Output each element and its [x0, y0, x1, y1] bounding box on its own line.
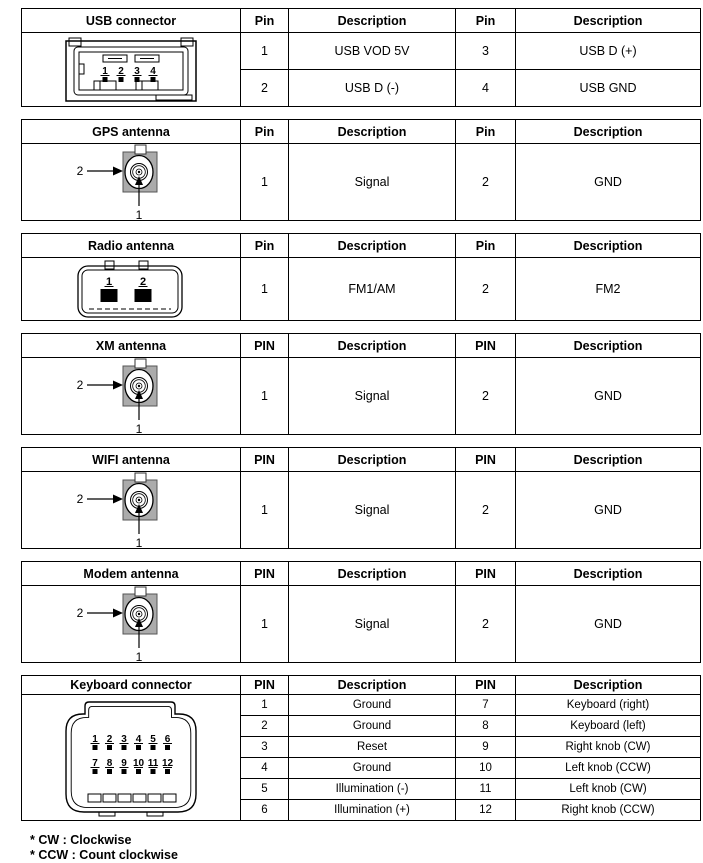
radio-top-tab [139, 261, 148, 269]
description-cell: USB D (+) [516, 33, 701, 70]
pin-cell: 1 [241, 695, 289, 716]
footnote-ccw: * CCW : Count clockwise [30, 848, 178, 862]
usb-cavity [79, 52, 183, 90]
keyboard-inner-shell [71, 706, 191, 807]
pin-number-label: 5 [150, 733, 156, 745]
pin-cell: 11 [456, 779, 516, 800]
pin-cell: 2 [456, 358, 516, 435]
description-cell: Left knob (CW) [516, 779, 701, 800]
column-header-description: Description [289, 676, 456, 695]
pin-cell: 7 [456, 695, 516, 716]
pin-cell: 2 [456, 586, 516, 663]
pin-cell: 6 [241, 800, 289, 821]
arrow-right-icon [113, 495, 123, 504]
header-row [22, 120, 701, 144]
pin-number-label: 2 [118, 65, 124, 77]
pin-contact-square [101, 289, 118, 302]
gps-antenna-table [21, 119, 701, 221]
pin-number-label: 6 [164, 733, 171, 745]
description-cell: GND [516, 144, 701, 221]
table-title: Modem antenna [22, 562, 241, 586]
header-row [22, 676, 701, 695]
description-cell: Illumination (-) [289, 779, 456, 800]
pin-cell: 1 [241, 144, 289, 221]
keyboard-bottom-slot [118, 794, 131, 802]
xm-antenna-diagram [71, 358, 191, 434]
coax-label-1: 1 [135, 536, 143, 548]
coax-top-tab [135, 145, 146, 154]
usb-diagram-cell [22, 33, 241, 107]
keyboard-pin-labels-row2 [91, 758, 174, 774]
column-header-description: Description [516, 120, 701, 144]
radio-antenna-table [21, 233, 701, 321]
pin-contact-square [136, 769, 141, 774]
pin-cell: 2 [241, 716, 289, 737]
header-row [22, 234, 701, 258]
column-header-description: Description [516, 676, 701, 695]
column-header-description: Description [516, 334, 701, 358]
column-header-description: Description [516, 448, 701, 472]
xm-diagram-cell [22, 358, 241, 435]
pin-contact-square [103, 77, 108, 82]
coax-top-tab [135, 359, 146, 368]
keyboard-bottom-slot [88, 794, 101, 802]
pin-number-label: 2 [106, 733, 113, 745]
table-row [22, 586, 701, 663]
column-header-description: Description [289, 334, 456, 358]
pin-contact-square [135, 77, 140, 82]
table-row [22, 358, 701, 435]
pin-number-label: 2 [139, 276, 147, 288]
table-row [22, 33, 701, 70]
description-cell: Signal [289, 358, 456, 435]
pin-contact-square [93, 769, 98, 774]
usb-bottom-strip [156, 95, 192, 100]
column-header-pin: Pin [456, 234, 516, 258]
pin-cell: 1 [241, 258, 289, 321]
table-title: XM antenna [22, 334, 241, 358]
modem-diagram-cell [22, 586, 241, 663]
keyboard-connector-diagram [55, 698, 207, 818]
pin-number-label: 12 [161, 757, 174, 769]
description-cell: USB GND [516, 70, 701, 107]
pin-number-label: 7 [92, 757, 98, 769]
pin-cell: 1 [241, 33, 289, 70]
pin-number-label: 3 [121, 733, 127, 745]
description-cell: Right knob (CW) [516, 737, 701, 758]
pin-number-label: 3 [134, 65, 140, 77]
table-title: Radio antenna [22, 234, 241, 258]
column-header-pin: PIN [241, 448, 289, 472]
table-title: Keyboard connector [22, 676, 241, 695]
pin-cell: 8 [456, 716, 516, 737]
column-header-pin: PIN [456, 334, 516, 358]
pin-cell: 2 [456, 258, 516, 321]
pin-cell: 10 [456, 758, 516, 779]
description-cell: USB VOD 5V [289, 33, 456, 70]
arrow-right-icon [113, 381, 123, 390]
pin-contact-square [151, 769, 156, 774]
pin-cell: 4 [456, 70, 516, 107]
column-header-description: Description [289, 9, 456, 33]
table-title: WIFI antenna [22, 448, 241, 472]
pin-cell: 9 [456, 737, 516, 758]
pin-cell: 3 [241, 737, 289, 758]
pin-cell: 5 [241, 779, 289, 800]
table-title: GPS antenna [22, 120, 241, 144]
pin-cell: 3 [456, 33, 516, 70]
coax-label-1: 1 [135, 422, 143, 434]
column-header-pin: PIN [241, 676, 289, 695]
coax-label-1: 1 [135, 208, 143, 220]
description-cell: USB D (-) [289, 70, 456, 107]
pin-contact-square [136, 745, 141, 750]
description-cell: GND [516, 358, 701, 435]
column-header-description: Description [516, 562, 701, 586]
coax-center-pin [138, 385, 140, 387]
keyboard-connector-table [21, 675, 701, 821]
table-row [22, 258, 701, 321]
pin-cell: 2 [241, 70, 289, 107]
header-row [22, 448, 701, 472]
radio-top-tab [105, 261, 114, 269]
pin-number-label: 9 [121, 757, 127, 769]
wifi-antenna-diagram [71, 472, 191, 548]
usb-inner-shell [74, 47, 188, 95]
table-row [22, 695, 701, 716]
pin-number-label: 4 [135, 733, 142, 745]
radio-antenna-diagram [75, 258, 187, 320]
radio-inner-shell [82, 270, 178, 313]
keyboard-diagram-cell [22, 695, 241, 821]
column-header-pin: PIN [241, 334, 289, 358]
usb-outer-shell [66, 41, 196, 101]
keyboard-pin-labels-row1 [91, 734, 173, 750]
description-cell: FM2 [516, 258, 701, 321]
pin-cell: 4 [241, 758, 289, 779]
coax-label-2: 2 [76, 378, 84, 392]
column-header-pin: Pin [456, 9, 516, 33]
column-header-pin: Pin [241, 120, 289, 144]
pin-cell: 1 [241, 586, 289, 663]
pin-number-label: 11 [147, 757, 159, 769]
pin-contact-square [93, 745, 98, 750]
coax-center-pin [138, 171, 140, 173]
coax-label-2: 2 [76, 606, 84, 620]
header-row [22, 9, 701, 33]
radio-diagram-cell [22, 258, 241, 321]
modem-antenna-diagram [71, 586, 191, 662]
description-cell: Reset [289, 737, 456, 758]
column-header-description: Description [289, 562, 456, 586]
pin-contact-square [119, 77, 124, 82]
pin-contact-square [165, 769, 170, 774]
usb-side-notch [79, 64, 84, 74]
footnotes [30, 833, 703, 863]
coax-top-tab [135, 473, 146, 482]
pin-contact-square [122, 769, 127, 774]
column-header-description: Description [516, 234, 701, 258]
pin-number-label: 8 [106, 757, 113, 769]
pin-cell: 1 [241, 358, 289, 435]
pin-cell: 1 [241, 472, 289, 549]
column-header-description: Description [516, 9, 701, 33]
description-cell: Signal [289, 144, 456, 221]
coax-label-2: 2 [76, 164, 84, 178]
pin-number-label: 1 [105, 276, 113, 288]
table-row [22, 472, 701, 549]
xm-antenna-table [21, 333, 701, 435]
coax-center-pin [138, 499, 140, 501]
usb-connector-table [21, 8, 701, 107]
usb-connector-diagram [56, 36, 206, 104]
description-cell: Keyboard (right) [516, 695, 701, 716]
description-cell: Signal [289, 472, 456, 549]
table-row [22, 144, 701, 221]
description-cell: Ground [289, 695, 456, 716]
column-header-description: Description [289, 234, 456, 258]
header-row [22, 334, 701, 358]
pin-number-label: 1 [102, 65, 108, 77]
footnote-cw: * CW : Clockwise [30, 833, 132, 847]
pin-cell: 12 [456, 800, 516, 821]
pin-number-label: 4 [150, 65, 156, 77]
pin-contact-square [107, 745, 112, 750]
column-header-pin: PIN [241, 562, 289, 586]
column-header-pin: PIN [456, 676, 516, 695]
usb-pin-labels [101, 66, 158, 82]
pin-contact-square [151, 745, 156, 750]
pin-contact-square [107, 769, 112, 774]
description-cell: Ground [289, 758, 456, 779]
modem-antenna-table [21, 561, 701, 663]
description-cell: Left knob (CCW) [516, 758, 701, 779]
description-cell: Signal [289, 586, 456, 663]
pin-cell: 2 [456, 144, 516, 221]
column-header-pin: PIN [456, 562, 516, 586]
description-cell: GND [516, 472, 701, 549]
usb-shell-tab-right [181, 38, 193, 46]
column-header-pin: Pin [241, 9, 289, 33]
usb-bottom-slot [136, 81, 158, 90]
pin-contact-square [135, 289, 152, 302]
wifi-diagram-cell [22, 472, 241, 549]
radio-pin-labels [101, 276, 152, 302]
pin-contact-square [122, 745, 127, 750]
pin-number-label: 10 [132, 757, 145, 769]
header-row [22, 562, 701, 586]
gps-diagram-cell [22, 144, 241, 221]
coax-label-2: 2 [76, 492, 84, 506]
coax-top-tab [135, 587, 146, 596]
keyboard-bottom-slot [163, 794, 176, 802]
pin-number-label: 1 [92, 733, 98, 745]
usb-bottom-slot [94, 81, 116, 90]
column-header-pin: Pin [456, 120, 516, 144]
column-header-description: Description [289, 448, 456, 472]
pin-contact-square [165, 745, 170, 750]
wifi-antenna-table [21, 447, 701, 549]
description-cell: Illumination (+) [289, 800, 456, 821]
keyboard-bottom-slot [133, 794, 146, 802]
gps-antenna-diagram [71, 144, 191, 220]
description-cell: GND [516, 586, 701, 663]
column-header-description: Description [289, 120, 456, 144]
pin-cell: 2 [456, 472, 516, 549]
coax-label-1: 1 [135, 650, 143, 662]
description-cell: Right knob (CCW) [516, 800, 701, 821]
description-cell: Ground [289, 716, 456, 737]
keyboard-bottom-slot [148, 794, 161, 802]
arrow-right-icon [113, 609, 123, 618]
column-header-pin: Pin [241, 234, 289, 258]
pin-contact-square [151, 77, 156, 82]
arrow-right-icon [113, 167, 123, 176]
column-header-pin: PIN [456, 448, 516, 472]
usb-shell-tab-left [69, 38, 81, 46]
keyboard-bottom-slot [103, 794, 116, 802]
table-title: USB connector [22, 9, 241, 33]
coax-center-pin [138, 613, 140, 615]
description-cell: FM1/AM [289, 258, 456, 321]
description-cell: Keyboard (left) [516, 716, 701, 737]
